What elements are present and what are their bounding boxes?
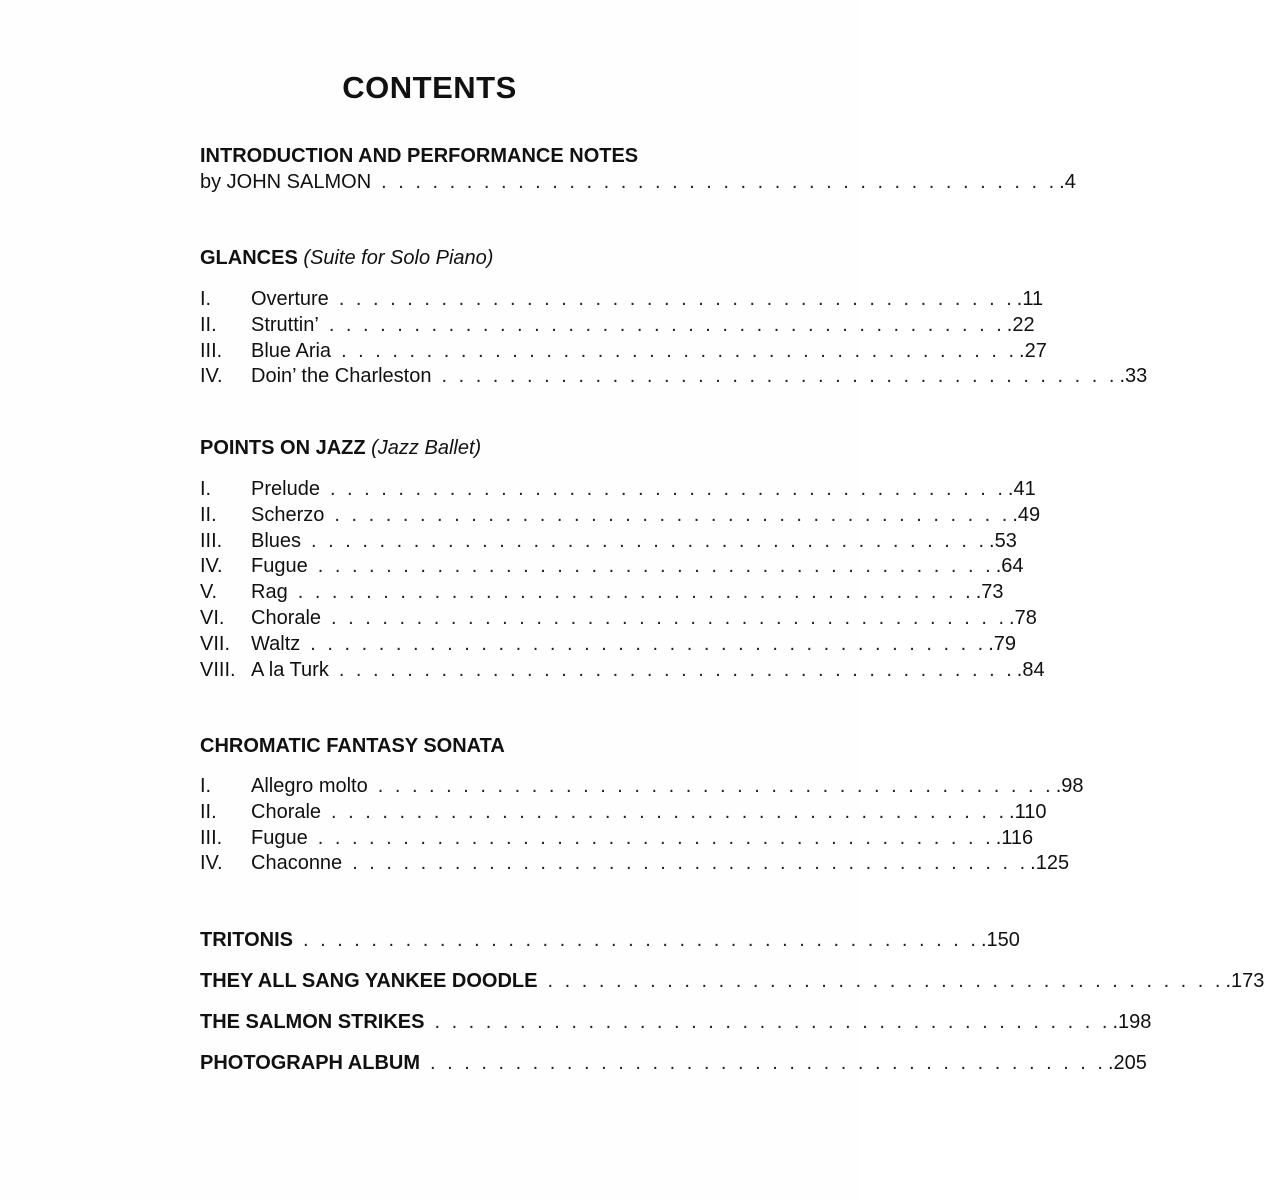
movement-number: II. <box>200 313 217 336</box>
entry-label: Scherzo <box>251 503 325 526</box>
dot-leader: . . . . . . . . . . . . . . . . . . . . . . . . . . . . . . . . . . . . . . . . <box>310 632 987 655</box>
dot-leader: . . . . . . . . . . . . . . . . . . . . . . . . . . . . . . . . . . . . . . . . <box>430 1052 1106 1074</box>
movement-number: II. <box>200 503 217 526</box>
page-number: .27 <box>1019 339 1047 362</box>
toc-entry[interactable] <box>200 580 1004 606</box>
page-number: .116 <box>995 826 1034 849</box>
toc-entry[interactable] <box>200 503 1041 529</box>
toc-entry[interactable] <box>200 364 1148 390</box>
page-number: .78 <box>1009 606 1037 629</box>
entry-label: Fugue <box>251 826 308 849</box>
dot-leader: . . . . . . . . . . . . . . . . . . . . . . . . . . . . . . . . . . . . . . . . <box>328 313 1005 336</box>
toc-entry[interactable] <box>200 170 1076 196</box>
toc-entry[interactable] <box>200 529 1017 555</box>
page-number: .11 <box>1016 288 1044 310</box>
page-number: .49 <box>1012 503 1041 526</box>
dot-leader: . . . . . . . . . . . . . . . . . . . . . . . . . . . . . . . . . . . . . . . . <box>341 339 1018 362</box>
page-number: .110 <box>1009 800 1047 823</box>
entry-label: Waltz <box>251 632 301 655</box>
dot-leader: . . . . . . . . . . . . . . . . . . . . . . . . . . . . . . . . . . . . . . . . <box>338 658 1015 681</box>
page-number: .53 <box>989 529 1017 552</box>
dot-leader: . . . . . . . . . . . . . . . . . . . . . . . . . . . . . . . . . . . . . . . . <box>317 826 994 849</box>
movement-number: I. <box>200 775 212 797</box>
movement-number: IV. <box>200 365 223 388</box>
dot-leader: . . . . . . . . . . . . . . . . . . . . . . . . . . . . . . . . . . . . . . . . <box>338 288 1015 310</box>
entry-label: Fugue <box>251 555 308 578</box>
page-number: .41 <box>1007 478 1036 500</box>
entry-label: Blues <box>251 529 302 552</box>
entry-label: THE SALMON STRIKES <box>200 1011 425 1033</box>
entry-label: THEY ALL SANG YANKEE DOODLE <box>200 970 538 992</box>
entry-label: Chorale <box>251 606 322 629</box>
movement-number: IV. <box>200 555 223 578</box>
movement-number: I. <box>200 288 212 310</box>
page-number: .22 <box>1006 313 1035 336</box>
entry-label: Overture <box>251 288 329 310</box>
heading-title: GLANCES <box>200 247 298 269</box>
movement-number: VIII. <box>200 658 236 681</box>
dot-leader: . . . . . . . . . . . . . . . . . . . . . . . . . . . . . . . . . . . . . . . . <box>434 1011 1111 1033</box>
toc-entry[interactable] <box>200 658 1045 684</box>
heading-title: POINTS ON JAZZ <box>200 437 366 459</box>
toc-entry[interactable] <box>200 826 1034 852</box>
heading-subtitle: (Jazz Ballet) <box>371 437 482 459</box>
entry-label: Rag <box>251 581 288 604</box>
dot-leader: . . . . . . . . . . . . . . . . . . . . . . . . . . . . . . . . . . . . . . . . <box>352 852 1029 875</box>
toc-entry[interactable] <box>200 632 1017 658</box>
section-heading <box>200 244 660 272</box>
movement-number: I. <box>200 478 212 500</box>
movement-number: III. <box>200 339 223 362</box>
entry-label: Prelude <box>251 478 320 500</box>
page-number: .73 <box>975 581 1004 604</box>
entry-label: A la Turk <box>251 658 329 681</box>
section-heading <box>200 434 660 462</box>
entry-label: by JOHN SALMON <box>200 171 372 193</box>
chromatic-list <box>200 774 1084 877</box>
section-chromatic-fantasy-sonata <box>200 732 660 760</box>
toc-entry-yankee-doodle[interactable] <box>200 969 1264 995</box>
entry-label: Doin’ the Charleston <box>251 365 432 388</box>
dot-leader: . . . . . . . . . . . . . . . . . . . . . . . . . . . . . . . . . . . . . . . . <box>331 800 1008 823</box>
dot-leader: . . . . . . . . . . . . . . . . . . . . . . . . . . . . . . . . . . . . . . . . <box>302 929 979 951</box>
toc-entry-tritonis[interactable] <box>200 928 1020 954</box>
toc-entry[interactable] <box>200 606 1037 632</box>
dot-leader: . . . . . . . . . . . . . . . . . . . . . . . . . . . . . . . . . . . . . . . . <box>441 365 1118 388</box>
section-heading: CHROMATIC FANTASY SONATA <box>200 735 505 757</box>
section-points-on-jazz <box>200 434 660 462</box>
toc-entry[interactable] <box>200 339 1047 365</box>
page-number: .198 <box>1112 1011 1152 1033</box>
dot-leader: . . . . . . . . . . . . . . . . . . . . . . . . . . . . . . . . . . . . . . . . <box>381 171 1058 193</box>
glances-list <box>200 287 1148 390</box>
toc-entry[interactable] <box>200 477 1036 503</box>
dot-leader: . . . . . . . . . . . . . . . . . . . . . . . . . . . . . . . . . . . . . . . . <box>297 581 974 604</box>
section-heading: INTRODUCTION AND PERFORMANCE NOTES <box>200 145 639 167</box>
toc-entry[interactable] <box>200 313 1035 339</box>
page-number: .79 <box>988 632 1017 655</box>
section-introduction <box>200 142 1076 196</box>
toc-entry[interactable] <box>200 800 1047 826</box>
movement-number: V. <box>200 581 218 604</box>
toc-entry-salmon-strikes[interactable] <box>200 1010 1152 1036</box>
page-number: .150 <box>980 929 1020 951</box>
dot-leader: . . . . . . . . . . . . . . . . . . . . . . . . . . . . . . . . . . . . . . . . <box>317 555 994 578</box>
toc-entry[interactable] <box>200 851 1070 877</box>
movement-number: II. <box>200 800 217 823</box>
page-number: .33 <box>1119 365 1148 388</box>
toc-entry[interactable] <box>200 287 1044 313</box>
page-title: CONTENTS <box>342 70 517 105</box>
entry-label: Allegro molto <box>251 775 368 797</box>
toc-entry-photograph-album[interactable] <box>200 1051 1147 1077</box>
page-number: .64 <box>995 555 1024 578</box>
entry-label: Chorale <box>251 800 322 823</box>
heading-subtitle: (Suite for Solo Piano) <box>303 247 494 269</box>
points-list <box>200 477 1045 683</box>
page-number: .4 <box>1059 171 1076 193</box>
page-number: .173 <box>1225 970 1264 992</box>
entry-label: Blue Aria <box>251 339 332 362</box>
page-number: .84 <box>1016 658 1045 681</box>
movement-number: III. <box>200 529 223 552</box>
entry-label: TRITONIS <box>200 929 293 951</box>
entry-label: Struttin’ <box>251 313 319 336</box>
dot-leader: . . . . . . . . . . . . . . . . . . . . . . . . . . . . . . . . . . . . . . . . <box>377 775 1054 797</box>
page-number: .205 <box>1107 1052 1147 1074</box>
entry-label: PHOTOGRAPH ALBUM <box>200 1052 420 1074</box>
movement-number: VI. <box>200 606 225 629</box>
entry-label: Chaconne <box>251 852 343 875</box>
toc-entry[interactable] <box>200 774 1084 800</box>
toc-entry[interactable] <box>200 554 1024 580</box>
movement-number: III. <box>200 826 223 849</box>
section-glances <box>200 244 660 272</box>
dot-leader: . . . . . . . . . . . . . . . . . . . . . . . . . . . . . . . . . . . . . . . . <box>547 970 1224 992</box>
page-number: .125 <box>1030 852 1070 875</box>
dot-leader: . . . . . . . . . . . . . . . . . . . . . . . . . . . . . . . . . . . . . . . . <box>311 529 988 552</box>
movement-number: IV. <box>200 852 223 875</box>
page-number: .98 <box>1055 775 1084 797</box>
dot-leader: . . . . . . . . . . . . . . . . . . . . . . . . . . . . . . . . . . . . . . . . <box>334 503 1011 526</box>
dot-leader: . . . . . . . . . . . . . . . . . . . . . . . . . . . . . . . . . . . . . . . . <box>329 478 1006 500</box>
movement-number: VII. <box>200 632 231 655</box>
dot-leader: . . . . . . . . . . . . . . . . . . . . . . . . . . . . . . . . . . . . . . . . <box>331 606 1008 629</box>
